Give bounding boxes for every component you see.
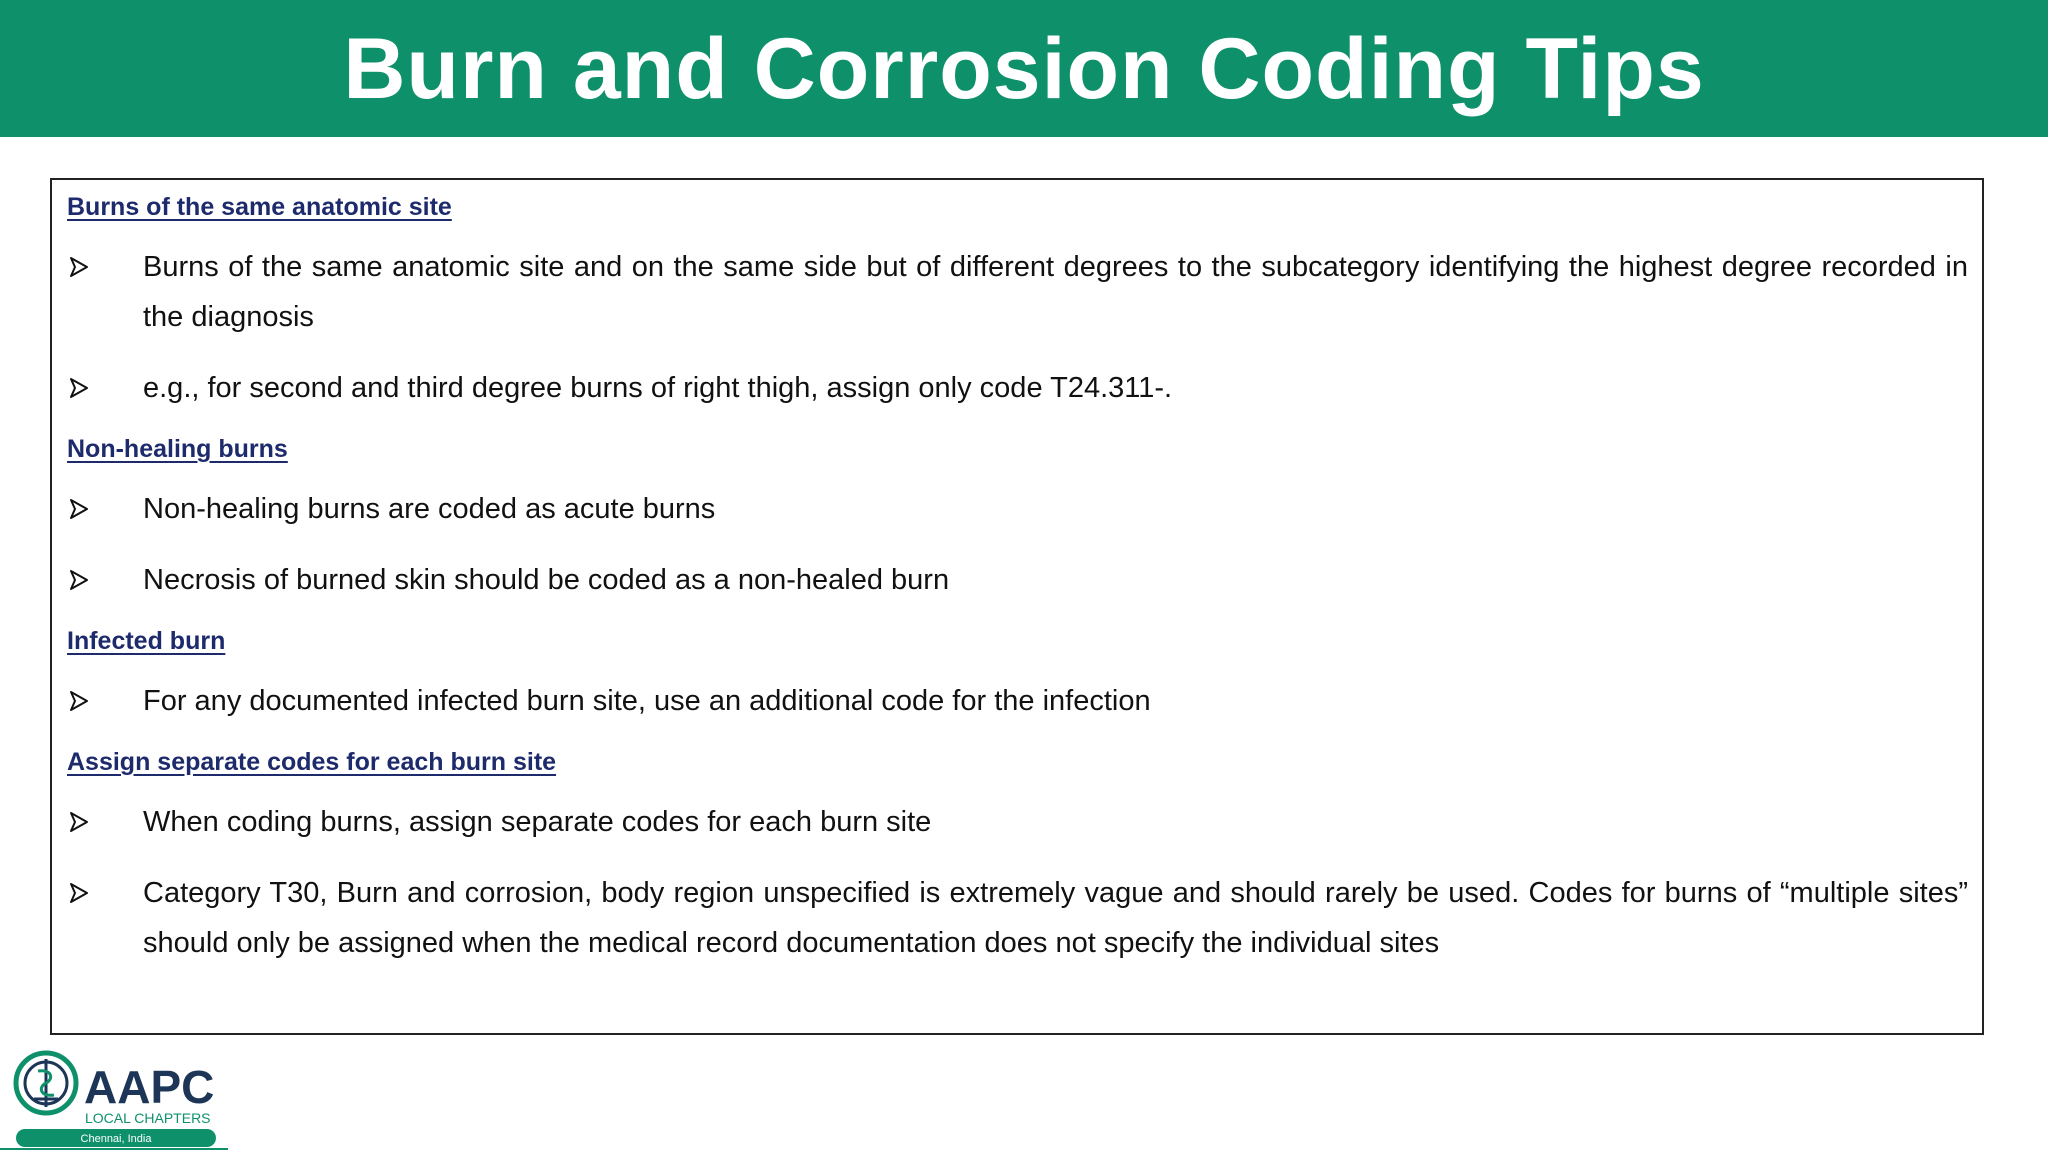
page-title: Burn and Corrosion Coding Tips (343, 20, 1705, 117)
bullet-text: For any documented infected burn site, use an additional code for the infection (143, 685, 1151, 717)
arrow-bullet-icon (67, 868, 143, 918)
aapc-logo (12, 1045, 232, 1149)
logo-emblem-icon (16, 1053, 76, 1113)
bullet-list (67, 242, 1968, 413)
section-separate-codes (67, 747, 1968, 968)
section-heading: Non-healing burns (67, 435, 288, 463)
arrow-bullet-icon (67, 676, 143, 726)
section-same-anatomic-site (67, 192, 1968, 413)
header-bar (0, 0, 2048, 137)
list-item (67, 363, 1968, 413)
section-infected-burn (67, 626, 1968, 726)
list-item (67, 242, 1968, 342)
list-item (67, 797, 1968, 847)
section-heading: Infected burn (67, 627, 226, 655)
bullet-list (67, 797, 1968, 968)
content-box (50, 178, 1984, 1035)
logo-name: AAPC (84, 1061, 215, 1113)
bullet-text: When coding burns, assign separate codes for each burn site (143, 806, 932, 838)
arrow-bullet-icon (67, 363, 143, 413)
logo-location: Chennai, India (80, 1133, 152, 1145)
bullet-text: e.g., for second and third degree burns of right thigh, assign only code T24.311-. (143, 372, 1173, 404)
bullet-text: Non-healing burns are coded as acute burns (143, 493, 716, 525)
bullet-text: Necrosis of burned skin should be coded as a non-healed burn (143, 564, 950, 596)
list-item (67, 484, 1968, 534)
bullet-list (67, 484, 1968, 605)
bullet-text: Category T30, Burn and corrosion, body region unspecified is extremely vague and should rarely be used. Codes for burns of “multiple sites” should only be assigned when the medical record documentation does not specify the individual sites (143, 877, 1968, 959)
list-item (67, 555, 1968, 605)
logo-underline (0, 1148, 228, 1150)
bullet-text: Burns of the same anatomic site and on the same side but of different degrees to the subcategory identifying the highest degree recorded in the diagnosis (143, 251, 1968, 333)
arrow-bullet-icon (67, 484, 143, 534)
section-heading: Assign separate codes for each burn site (67, 748, 557, 776)
arrow-bullet-icon (67, 555, 143, 605)
arrow-bullet-icon (67, 797, 143, 847)
bullet-list (67, 676, 1968, 726)
list-item (67, 868, 1968, 968)
list-item (67, 676, 1968, 726)
section-heading: Burns of the same anatomic site (67, 193, 452, 221)
arrow-bullet-icon (67, 242, 143, 292)
logo-subtitle: LOCAL CHAPTERS (85, 1110, 211, 1126)
section-non-healing-burns (67, 434, 1968, 605)
